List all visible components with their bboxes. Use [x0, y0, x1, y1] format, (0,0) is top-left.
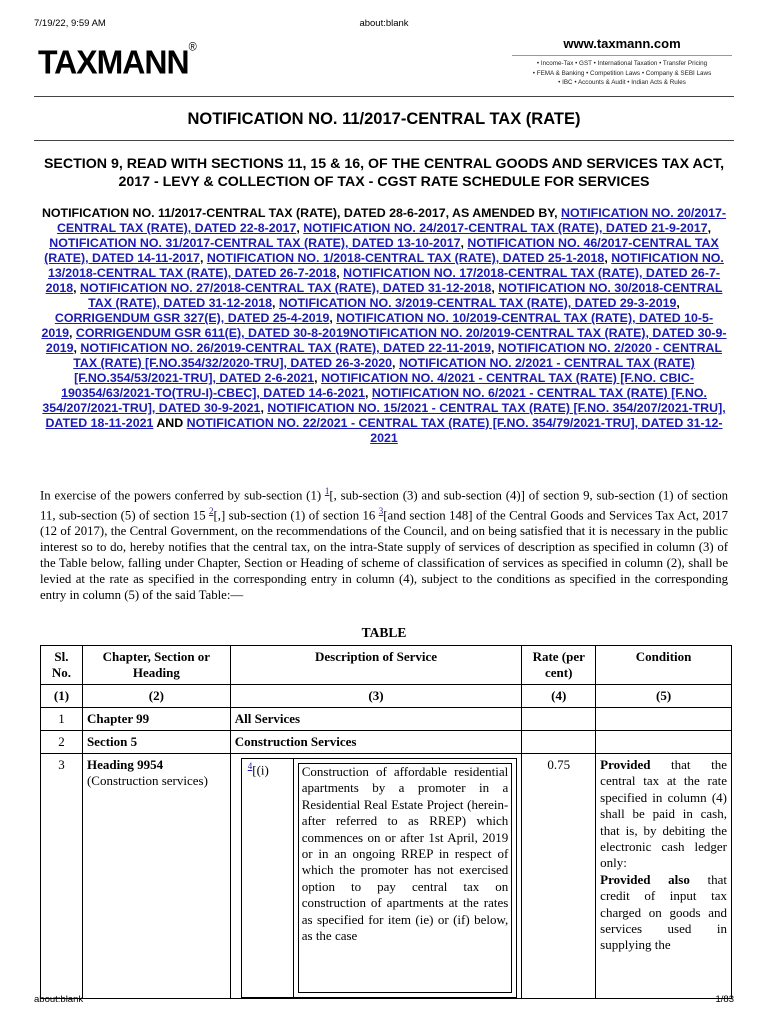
row-heading: Section 5 [82, 731, 230, 754]
condition-text: that the central tax at the rate specified in column (4) shall be paid in cash, that is, by debiting the electronic cash ledger only: [600, 757, 727, 871]
footnote-link[interactable]: 1 [324, 486, 330, 496]
item-number: [(i) [252, 762, 269, 778]
header-chapter: Chapter, Section or Heading [82, 646, 230, 685]
brand-site-block [512, 36, 732, 88]
column-number: (2) [82, 685, 230, 708]
column-number: (5) [596, 685, 732, 708]
row-sl-no: 2 [41, 731, 83, 754]
amendment-link[interactable]: CORRIGENDUM GSR 611(E), DATED 30-8-2019NOTIFICATION NO. 20/2019-CENTRAL TAX (RATE), DATED 30-9-2019 [45, 326, 727, 355]
row-description: All Services [230, 708, 522, 731]
preamble-text: [,] sub-section (1) of section 16 [213, 508, 379, 523]
service-line-2: • FEMA & Banking • Competition Laws • Company & SEBI Laws [532, 69, 712, 77]
column-number: (1) [41, 685, 83, 708]
table-row [41, 754, 732, 999]
row-description: Construction Services [230, 731, 522, 754]
brand-divider [512, 55, 732, 56]
column-number: (3) [230, 685, 522, 708]
preamble-text: [and section 148] of the Central Goods and Services Tax Act, 2017 (12 of 2017), the Central Government, on the recommendations of the Council, and on being satisfied that it is necessary in the public interest so to do, hereby notifies that the central tax, on the intra-State supply of services of description as specified in column (3) of the Table below, falling under Chapter, Section or Heading of scheme of classification of services as specified in column (2), shall be levied at the rate as specified in the corresponding entry in column (4), subject to the conditions as specified in the corresponding entry in column (5) of the said Table:— [40, 508, 728, 602]
item-description: Construction of affordable residential apartments by a promoter in a Residential Real Estate Project (herein- after referred to as RREP) which commences on or after 1st April, 2019 or in an ongoing RREP in respect of which the promoter has not exercised option to pay central tax on construction of apartments at the rates as specified for item (ie) or (if) below, as the case [298, 763, 513, 993]
service-line-1: • Income-Tax • GST • International Taxation • Transfer Pricing [536, 60, 708, 67]
amendment-link[interactable]: NOTIFICATION NO. 26/2019-CENTRAL TAX (RATE), DATED 22-11-2019 [80, 341, 491, 355]
amendment-link[interactable]: NOTIFICATION NO. 17/2018-CENTRAL TAX (RATE), DATED 26-7-2018 [45, 266, 720, 295]
table-row [41, 731, 732, 754]
title-rule [34, 140, 734, 141]
row-sl-no: 3 [41, 754, 83, 999]
amendment-link[interactable]: NOTIFICATION NO. 10/2019-CENTRAL TAX (RATE), DATED 10-5-2019 [41, 311, 714, 340]
row-rate: 0.75 [522, 754, 596, 999]
notification-title: NOTIFICATION NO. 11/2017-CENTRAL TAX (RATE) [187, 110, 581, 128]
header-description: Description of Service [230, 646, 522, 685]
print-page-title: about:blank [359, 18, 409, 29]
amendment-link[interactable]: NOTIFICATION NO. 4/2021 - CENTRAL TAX (RATE) [F.NO. CBIC-190354/63/2021-TO(TRU-I)-CBEC], DATED 14-6-2021 [61, 371, 694, 400]
amendment-link[interactable]: NOTIFICATION NO. 24/2017-CENTRAL TAX (RATE), DATED 21-9-2017 [303, 221, 708, 235]
amendment-link[interactable]: NOTIFICATION NO. 2/2021 - CENTRAL TAX (RATE) [F.NO.354/53/2021-TRU], DATED 2-6-2021 [74, 356, 695, 385]
amendment-link[interactable]: NOTIFICATION NO. 6/2021 - CENTRAL TAX (RATE) [F.NO. 354/207/2021-TRU], DATED 30-9-2021 [42, 386, 707, 415]
header-sl-no: Sl. No. [41, 646, 83, 685]
amendment-joiner: AND [153, 416, 187, 430]
logo-text: TAXMANN [38, 43, 189, 81]
preamble-paragraph [40, 484, 728, 604]
browser-print-footer [34, 994, 734, 1005]
heading-subtitle: (Construction services) [86, 773, 208, 788]
amendment-link[interactable]: NOTIFICATION NO. 46/2017-CENTRAL TAX (RATE), DATED 14-11-2017 [44, 236, 719, 265]
footnote-link[interactable]: 4 [247, 761, 253, 771]
column-number: (4) [522, 685, 596, 708]
page-counter: 1/83 [715, 994, 734, 1005]
row-heading [82, 754, 230, 999]
amendment-link[interactable]: NOTIFICATION NO. 22/2021 - CENTRAL TAX (RATE) [F.NO. 354/79/2021-TRU], DATED 31-12-2021 [186, 416, 723, 445]
amendment-link[interactable]: NOTIFICATION NO. 31/2017-CENTRAL TAX (RATE), DATED 13-10-2017 [49, 236, 461, 250]
amendment-lead: NOTIFICATION NO. 11/2017-CENTRAL TAX (RATE), DATED 28-6-2017, AS AMENDED BY, [41, 206, 562, 220]
amendment-link[interactable]: NOTIFICATION NO. 20/2017-CENTRAL TAX (RATE), DATED 22-8-2017 [56, 206, 727, 235]
amendment-link[interactable]: NOTIFICATION NO. 3/2019-CENTRAL TAX (RATE), DATED 29-3-2019 [278, 296, 677, 310]
header-condition: Condition [596, 646, 732, 685]
site-url: www.taxmann.com [563, 36, 681, 51]
header-rule [34, 96, 734, 97]
service-line-3: • IBC • Accounts & Audit • Indian Acts & Rules [558, 79, 686, 86]
print-timestamp: 7/19/22, 9:59 AM [34, 18, 106, 29]
preamble-text: In exercise of the powers conferred by sub-section (1) [40, 488, 325, 503]
rate-schedule-table [40, 645, 732, 999]
taxmann-logo [38, 40, 196, 82]
row-rate [522, 731, 596, 754]
amendment-link[interactable]: CORRIGENDUM GSR 327(E), DATED 25-4-2019 [54, 311, 330, 325]
item-number-cell [242, 759, 294, 997]
condition-proviso-label: Provided also [600, 871, 690, 887]
browser-print-header [34, 18, 734, 32]
heading-code: Heading 9954 [86, 757, 164, 772]
condition-text: that credit of input tax charged on goods and services used in supplying the [600, 871, 727, 953]
nested-description-table [241, 758, 518, 998]
row-description [230, 754, 522, 999]
amendment-link[interactable]: NOTIFICATION NO. 2/2020 - CENTRAL TAX (RATE) [F.NO.354/32/2020-TRU], DATED 26-3-2020 [73, 341, 723, 370]
row-condition [596, 708, 732, 731]
amendment-link[interactable]: NOTIFICATION NO. 27/2018-CENTRAL TAX (RATE), DATED 31-12-2018 [80, 281, 492, 295]
condition-proviso-label: Provided [600, 757, 651, 772]
registered-mark: ® [188, 40, 196, 54]
amendment-link[interactable]: NOTIFICATION NO. 1/2018-CENTRAL TAX (RATE), DATED 25-1-2018 [206, 251, 605, 265]
footer-url: about:blank [34, 994, 84, 1005]
row-heading: Chapter 99 [82, 708, 230, 731]
section-heading: SECTION 9, READ WITH SECTIONS 11, 15 & 16, OF THE CENTRAL GOODS AND SERVICES TAX ACT, 2017 - LEVY & COLLECTION OF TAX - CGST RATE SCHEDULE FOR SERVICES [43, 156, 725, 190]
table-label: TABLE [361, 625, 407, 640]
footnote-link[interactable]: 3 [378, 506, 384, 517]
table-row [41, 708, 732, 731]
column-number-row [41, 685, 732, 708]
preamble-text: [, sub-section (3) and sub-section (4)] of section 9, sub-section (1) of section 11, sub-section (5) of section 15 [40, 488, 728, 523]
table-header-row [41, 646, 732, 685]
amendment-link[interactable]: NOTIFICATION NO. 13/2018-CENTRAL TAX (RATE), DATED 26-7-2018 [48, 251, 724, 280]
footnote-link[interactable]: 2 [209, 506, 214, 517]
row-rate [522, 708, 596, 731]
amendment-list: NOTIFICATION NO. 11/2017-CENTRAL TAX (RATE), DATED 28-6-2017, AS AMENDED BY, NOTIFICATION NO. 20/2017-CENTRAL TAX (RATE), DATED 22-8-2017, NOTIFICATION NO. 24/2017-CENTRAL TAX (RATE), DATED 21-9-2017, NOTIFICATION NO. 31/2017-CENTRAL TAX (RATE), DATED 13-10-2017, NOTIFICATION NO. 46/2017-CENTRAL TAX (RATE), DATED 14-11-2017, NOTIFICATION NO. 1/2018-CENTRAL TAX (RATE), DATED 25-1-2018, NOTIFICATION NO. 13/2018-CENTRAL TAX (RATE), DATED 26-7-2018, NOTIFICATION NO. 17/2018-CENTRAL TAX (RATE), DATED 26-7-2018, NOTIFICATION NO. 27/2018-CENTRAL TAX (RATE), DATED 31-12-2018, NOTIFICATION NO. 30/2018-CENTRAL TAX (RATE), DATED 31-12-2018, NOTIFICATION NO. 3/2019-CENTRAL TAX (RATE), DATED 29-3-2019, CORRIGENDUM GSR 327(E), DATED 25-4-2019, NOTIFICATION NO. 10/2019-CENTRAL TAX (RATE), DATED 10-5-2019, CORRIGENDUM GSR 611(E), DATED 30-8-2019NOTIFICATION NO. 20/2019-CENTRAL TAX (RATE), DATED 30-9-2019, NOTIFICATION NO. 26/2019-CENTRAL TAX (RATE), DATED 22-11-2019, NOTIFICATION NO. 2/2020 - CENTRAL TAX (RATE) [F.NO.354/32/2020-TRU], DATED 26-3-2020, NOTIFICATION NO. 2/2021 - CENTRAL TAX (RATE) [F.NO.354/53/2021-TRU], DATED 2-6-2021, NOTIFICATION NO. 4/2021 - CENTRAL TAX (RATE) [F.NO. CBIC-190354/63/2021-TO(TRU-I)-CBEC], DATED 14-6-2021, NOTIFICATION NO. 6/2021 - CENTRAL TAX (RATE) [F.NO. 354/207/2021-TRU], DATED 30-9-2021, NOTIFICATION NO. 15/2021 - CENTRAL TAX (RATE) [F.NO. 354/207/2021-TRU], DATED 18-11-2021 AND NOTIFICATION NO. 22/2021 - CENTRAL TAX (RATE) [F.NO. 354/79/2021-TRU], DATED 31-12-2021 [41, 206, 727, 445]
row-condition [596, 754, 732, 999]
row-sl-no: 1 [41, 708, 83, 731]
amendment-link[interactable]: NOTIFICATION NO. 30/2018-CENTRAL TAX (RATE), DATED 31-12-2018 [88, 281, 723, 310]
amendment-link[interactable]: NOTIFICATION NO. 15/2021 - CENTRAL TAX (RATE) [F.NO. 354/207/2021-TRU], DATED 18-11-2021 [45, 401, 726, 430]
row-condition [596, 731, 732, 754]
header-rate: Rate (per cent) [522, 646, 596, 685]
